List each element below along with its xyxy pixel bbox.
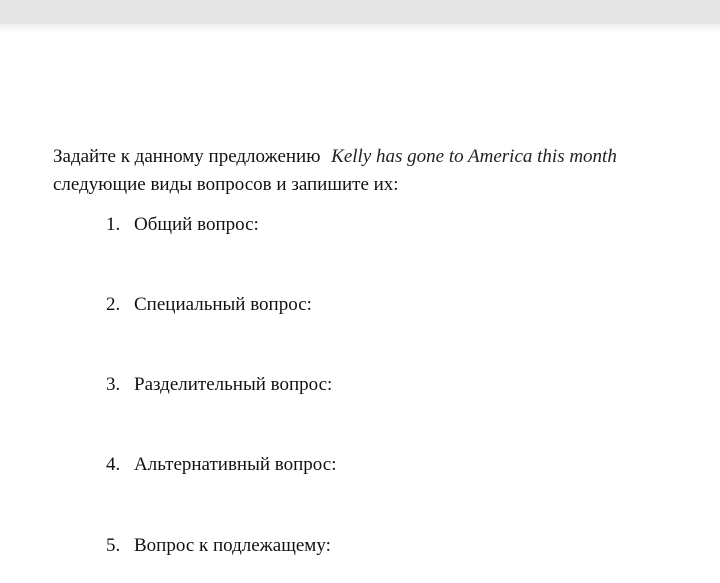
- question-item-general: [106, 213, 666, 237]
- question-number: 2.: [106, 294, 121, 315]
- instruction-text-after: следующие виды вопросов и запишите их:: [53, 174, 399, 195]
- question-item-alternative: [106, 453, 666, 477]
- task-instruction: [53, 143, 703, 199]
- question-label: Общий вопрос:: [134, 214, 259, 235]
- question-number: 5.: [106, 535, 121, 556]
- question-label: Разделительный вопрос:: [134, 374, 333, 395]
- question-item-disjunctive: [106, 373, 666, 397]
- question-label: Специальный вопрос:: [134, 294, 312, 315]
- question-number: 3.: [106, 374, 121, 395]
- example-sentence: Kelly has gone to America this month: [331, 146, 617, 167]
- toolbar-shadow: [0, 24, 720, 32]
- top-toolbar-band: [0, 0, 720, 24]
- question-label: Вопрос к подлежащему:: [134, 535, 331, 556]
- question-item-special: [106, 293, 666, 317]
- question-number: 4.: [106, 454, 121, 475]
- question-label: Альтернативный вопрос:: [134, 454, 337, 475]
- instruction-text-before: Задайте к данному предложению: [53, 146, 321, 167]
- question-item-subject: [106, 534, 666, 558]
- question-number: 1.: [106, 214, 121, 235]
